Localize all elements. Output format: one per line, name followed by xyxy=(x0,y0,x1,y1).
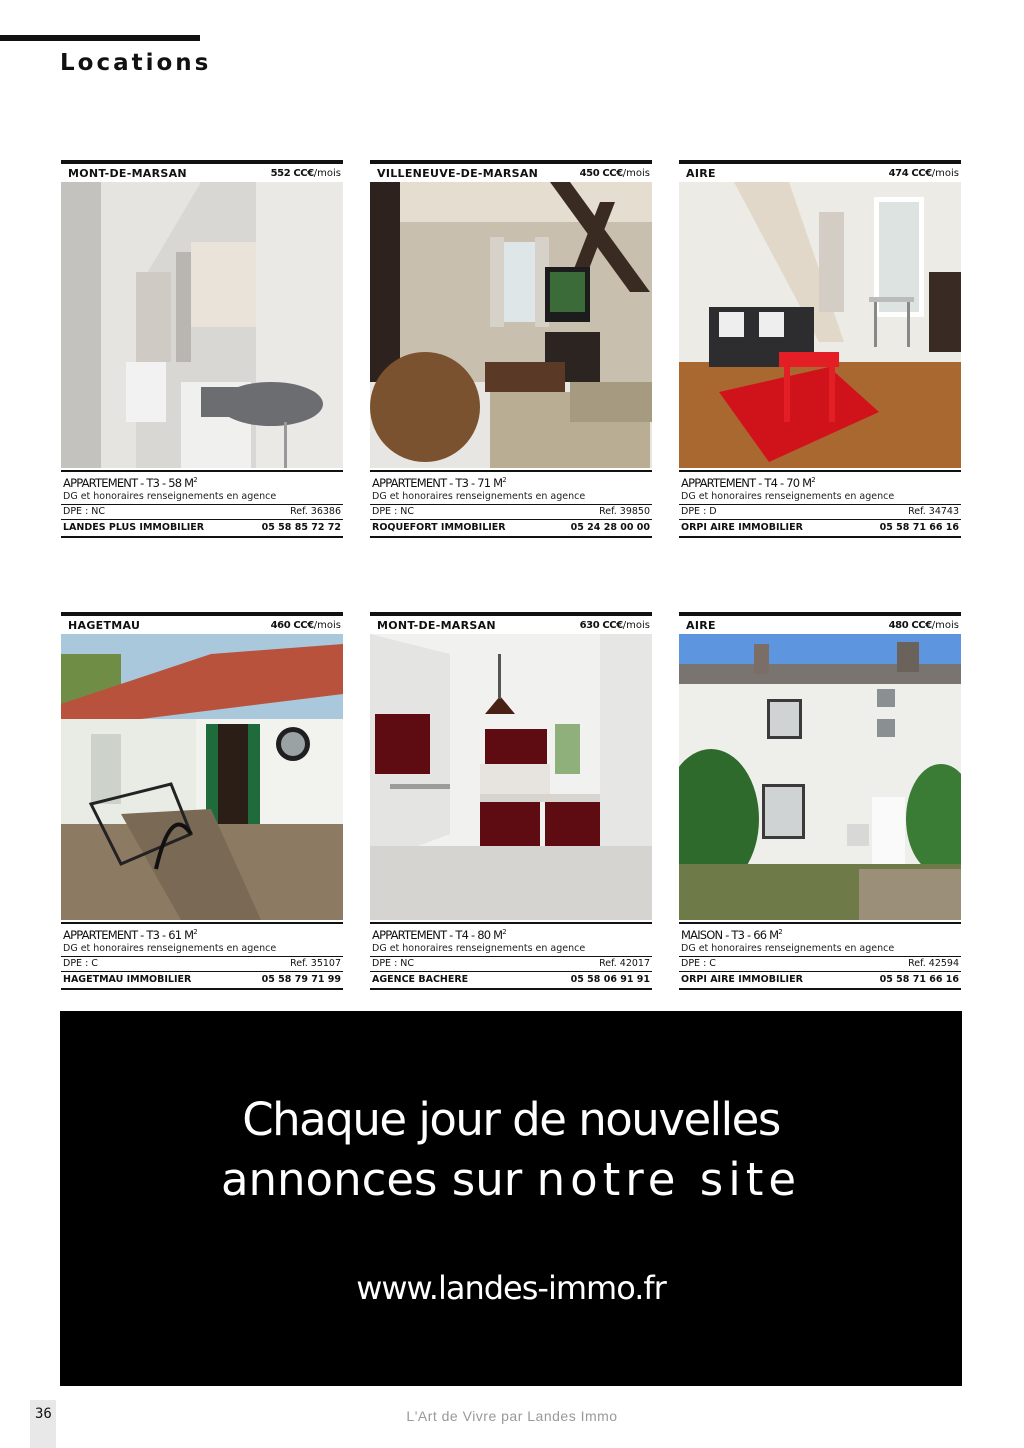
listing-ref: Ref. 42017 xyxy=(599,958,650,969)
listing-phone: 05 58 71 66 16 xyxy=(879,974,959,985)
listing-city: VILLENEUVE-DE-MARSAN xyxy=(377,166,539,180)
listing-ref: Ref. 34743 xyxy=(908,506,959,517)
listing-photo[interactable] xyxy=(61,182,343,468)
listing-card[interactable] xyxy=(370,612,652,990)
listing-type: APPARTEMENT - T3 - 71 $M^2$ xyxy=(372,476,506,490)
listing-agency-row xyxy=(61,971,343,990)
listing-dpe: DPE : NC xyxy=(63,506,106,517)
listing-fees: DG et honoraires renseignements en agence xyxy=(372,943,586,954)
listing-phone: 05 58 06 91 91 xyxy=(570,974,650,985)
page-number: 36 xyxy=(35,1406,52,1422)
listing-dpe: DPE : D xyxy=(681,506,717,517)
listing-city: MONT-DE-MARSAN xyxy=(377,618,496,632)
page-title: Locations xyxy=(60,50,212,76)
listing-ref: Ref. 39850 xyxy=(599,506,650,517)
listing-fees: DG et honoraires renseignements en agence xyxy=(681,491,895,502)
promo-headline: Chaque jour de nouvelles xyxy=(242,1093,780,1146)
listing-price: 460 CC€/mois xyxy=(270,619,341,631)
listing-dpe-row xyxy=(61,956,343,971)
listing-agency-row xyxy=(679,519,961,538)
listing-dpe: DPE : C xyxy=(63,958,98,969)
listing-header xyxy=(370,160,652,182)
listing-agency-row xyxy=(370,971,652,990)
listing-price: 480 CC€/mois xyxy=(888,619,959,631)
listing-photo[interactable] xyxy=(679,634,961,920)
header-rule xyxy=(0,35,200,41)
listing-fees: DG et honoraires renseignements en agence xyxy=(63,491,277,502)
listing-type: APPARTEMENT - T4 - 80 $M^2$ xyxy=(372,928,506,942)
listing-photo[interactable] xyxy=(679,182,961,468)
listing-agency: AGENCE BACHERE xyxy=(372,974,469,985)
listing-dpe-row xyxy=(679,504,961,519)
listing-agency-row xyxy=(679,971,961,990)
listing-header xyxy=(61,612,343,634)
listing-fees: DG et honoraires renseignements en agence xyxy=(63,943,277,954)
listing-agency: LANDES PLUS IMMOBILIER xyxy=(63,522,205,533)
listing-agency: HAGETMAU IMMOBILIER xyxy=(63,974,192,985)
listing-ref: Ref. 42594 xyxy=(908,958,959,969)
listing-dpe-row xyxy=(61,504,343,519)
listing-header xyxy=(679,160,961,182)
listing-photo[interactable] xyxy=(61,634,343,920)
listing-price: 474 CC€/mois xyxy=(888,167,959,179)
listing-price: 450 CC€/mois xyxy=(579,167,650,179)
listing-header xyxy=(679,612,961,634)
promo-banner[interactable] xyxy=(60,1011,962,1386)
listing-dpe: DPE : NC xyxy=(372,506,415,517)
listing-city: AIRE xyxy=(686,166,716,180)
listing-type: APPARTEMENT - T3 - 58 $M^2$ xyxy=(63,476,197,490)
listing-type: MAISON - T3 - 66 $M^2$ xyxy=(681,928,782,942)
listing-photo[interactable] xyxy=(370,182,652,468)
listing-price: 630 CC€/mois xyxy=(579,619,650,631)
listing-city: MONT-DE-MARSAN xyxy=(68,166,187,180)
listing-header xyxy=(370,612,652,634)
listing-agency: ORPI AIRE IMMOBILIER xyxy=(681,974,803,985)
listing-header xyxy=(61,160,343,182)
listing-card[interactable] xyxy=(679,160,961,538)
listing-agency: ROQUEFORT IMMOBILIER xyxy=(372,522,506,533)
listing-ref: Ref. 35107 xyxy=(290,958,341,969)
listing-photo[interactable] xyxy=(370,634,652,920)
listing-city: HAGETMAU xyxy=(68,618,141,632)
listing-price: 552 CC€/mois xyxy=(270,167,341,179)
listing-card[interactable] xyxy=(370,160,652,538)
listing-agency-row xyxy=(61,519,343,538)
listing-dpe: DPE : C xyxy=(681,958,716,969)
listing-dpe: DPE : NC xyxy=(372,958,415,969)
promo-website-link[interactable]: www.landes-immo.fr xyxy=(356,1269,666,1307)
listing-dpe-row xyxy=(370,504,652,519)
listing-city: AIRE xyxy=(686,618,716,632)
listing-type: APPARTEMENT - T4 - 70 $M^2$ xyxy=(681,476,815,490)
listing-agency: ORPI AIRE IMMOBILIER xyxy=(681,522,803,533)
footer-tagline: L'Art de Vivre par Landes Immo xyxy=(406,1408,618,1424)
listing-phone: 05 24 28 00 00 xyxy=(570,522,650,533)
listing-dpe-row xyxy=(370,956,652,971)
listing-card[interactable] xyxy=(679,612,961,990)
listing-agency-row xyxy=(370,519,652,538)
listing-dpe-row xyxy=(679,956,961,971)
listing-type: APPARTEMENT - T3 - 61 $M^2$ xyxy=(63,928,197,942)
listing-ref: Ref. 36386 xyxy=(290,506,341,517)
listing-fees: DG et honoraires renseignements en agence xyxy=(681,943,895,954)
listing-fees: DG et honoraires renseignements en agence xyxy=(372,491,586,502)
listing-phone: 05 58 71 66 16 xyxy=(879,522,959,533)
listing-phone: 05 58 79 71 99 xyxy=(261,974,341,985)
listing-card[interactable] xyxy=(61,160,343,538)
listing-card[interactable] xyxy=(61,612,343,990)
promo-subheadline: annonces sur notre site xyxy=(220,1153,802,1206)
listing-phone: 05 58 85 72 72 xyxy=(261,522,341,533)
